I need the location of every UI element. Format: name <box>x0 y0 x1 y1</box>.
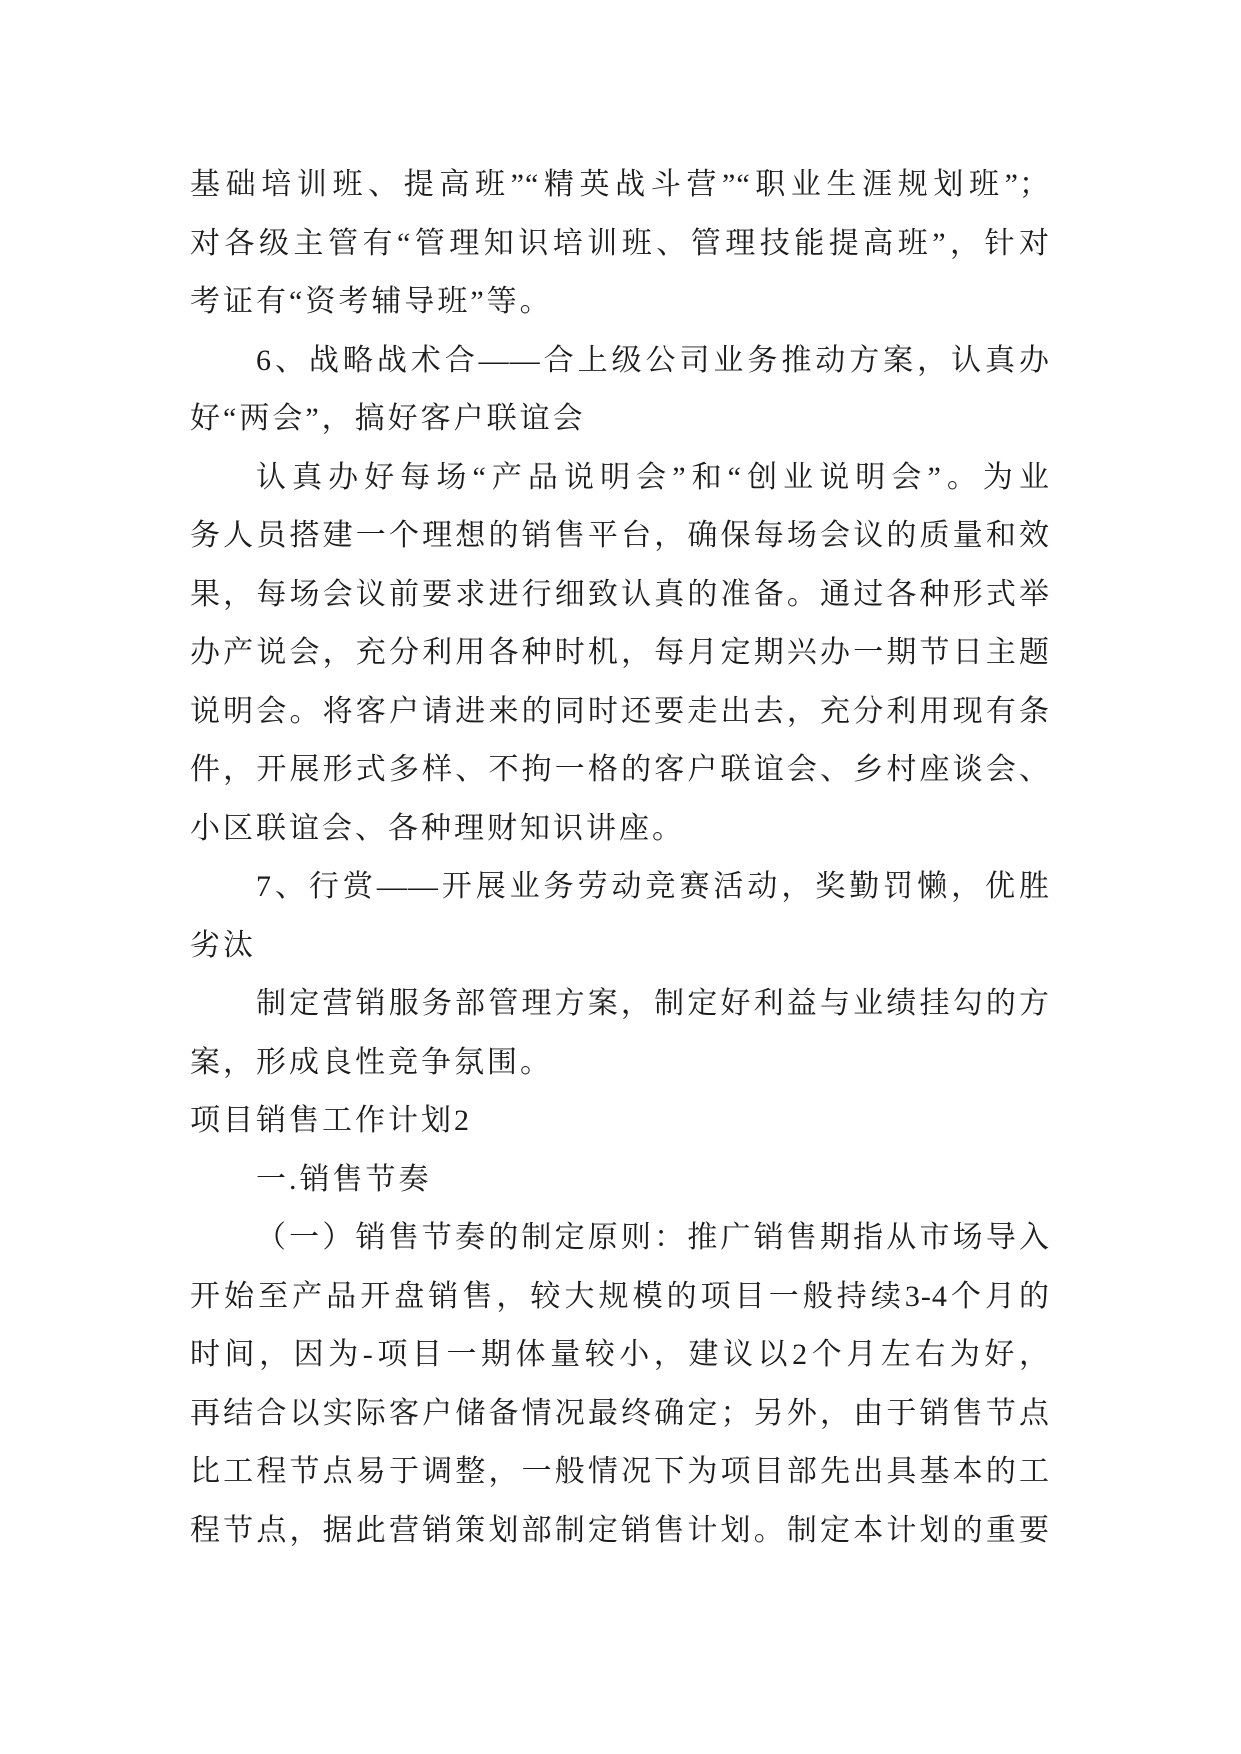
text-line: 劣汰 <box>190 928 256 962</box>
text-line: 程节点，据此营销策划部制定销售计划。制定本计划的重要 <box>190 1513 1050 1547</box>
text-line: 考证有“资考辅导班”等。 <box>190 285 553 318</box>
text-line: 比工程节点易于调整，一般情况下为项目部先出具基本的工 <box>190 1455 1050 1488</box>
text-line: 项目销售工作计划2 <box>190 1104 472 1137</box>
text-line: 时间，因为-项目一期体量较小，建议以2个月左右为好， <box>190 1338 1050 1371</box>
text-line: 再结合以实际客户储备情况最终确定；另外，由于销售节点 <box>190 1396 1050 1430</box>
text-line: 6、战略战术合——合上级公司业务推动方案，认真办 <box>256 343 1050 377</box>
paragraph-sales-rhythm <box>190 1209 1050 1560</box>
text-line: （一）销售节奏的制定原则：推广销售期指从市场导入 <box>256 1221 1050 1254</box>
text-line: 件，开展形式多样、不拘一格的客户联谊会、乡村座谈会、 <box>190 753 1050 786</box>
text-line: 开始至产品开盘销售，较大规模的项目一般持续3-4个月的 <box>190 1279 1050 1313</box>
text-line: 务人员搭建一个理想的销售平台，确保每场会议的质量和效 <box>190 519 1050 552</box>
text-line: 办产说会，充分利用各种时机，每月定期兴办一期节日主题 <box>190 636 1050 669</box>
text-line: 说明会。将客户请进来的同时还要走出去，充分利用现有条 <box>190 694 1050 728</box>
subsection-heading <box>190 1151 1050 1210</box>
text-line: 果，每场会议前要求进行细致认真的准备。通过各种形式举 <box>190 577 1050 611</box>
document-body <box>190 156 1050 1560</box>
text-line: 7、行赏——开展业务劳动竞赛活动，奖勤罚懒，优胜 <box>256 870 1050 903</box>
text-line: 对各级主管有“管理知识培训班、管理技能提高班”，针对 <box>190 226 1050 260</box>
text-line: 好“两会”，搞好客户联谊会 <box>190 402 586 435</box>
section-title <box>190 1092 1050 1151</box>
text-line: 案，形成良性竞争氛围。 <box>190 1045 553 1079</box>
paragraph-training-classes <box>190 156 1050 332</box>
text-line: 小区联谊会、各种理财知识讲座。 <box>190 811 685 845</box>
paragraph-management-plan <box>190 975 1050 1092</box>
text-line: 一.销售节奏 <box>256 1162 432 1196</box>
numbered-heading-7 <box>190 858 1050 975</box>
paragraph-meetings <box>190 449 1050 859</box>
text-line: 制定营销服务部管理方案，制定好利益与业绩挂勾的方 <box>256 987 1050 1020</box>
text-line: 基础培训班、提高班”“精英战斗营”“职业生涯规划班”； <box>190 168 1050 201</box>
numbered-heading-6 <box>190 332 1050 449</box>
text-line: 认真办好每场“产品说明会”和“创业说明会”。为业 <box>256 460 1050 494</box>
